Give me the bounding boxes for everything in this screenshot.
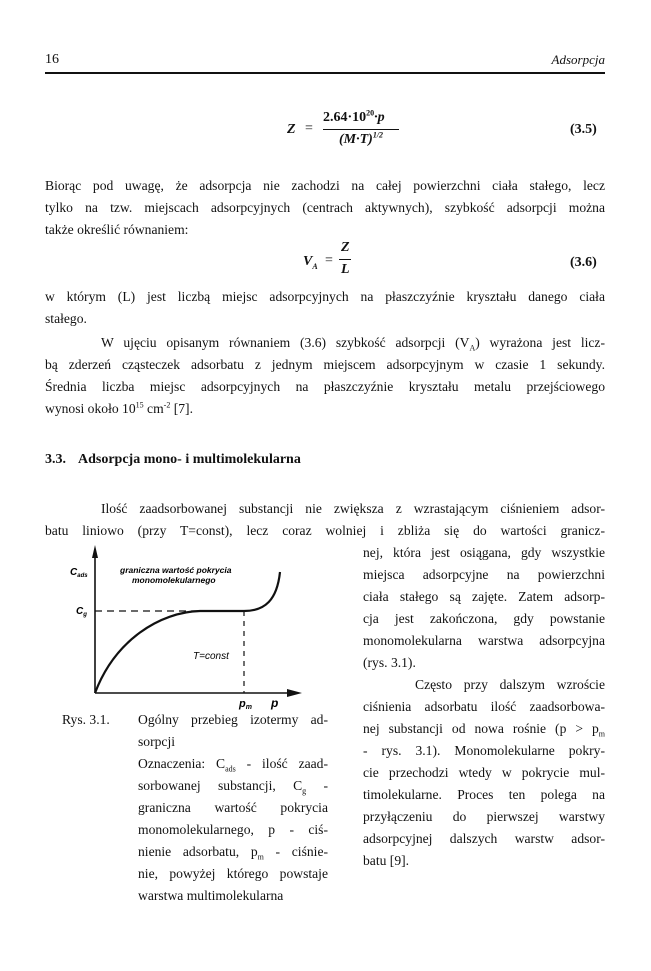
lhs-subscript: A <box>312 261 318 271</box>
lhs-base: V <box>303 254 313 269</box>
text-span: nienie adsorbatu, p <box>138 844 258 859</box>
caption-line: Ogólny przebieg izotermy ad- <box>138 712 328 727</box>
caption-line: warstwa multimolekularna <box>138 888 284 903</box>
para3-line: bą zderzeń cząsteczek adsorbatu z jednym miejscem adsorpcyjnym w czasie 1 sekundy. <box>45 357 605 372</box>
eq-lhs: Z <box>287 122 296 137</box>
caption-line: nie, powyżej którego powstaje <box>138 866 328 881</box>
text-span: - ciśnie- <box>263 844 329 859</box>
right-column-line: adsorpcyjnej dalszych warstw adsor- <box>363 831 605 846</box>
annotation-line: monomolekularnego <box>132 575 216 585</box>
right-column-line: ciśnienia adsorbatu ilość zaadsorbowa- <box>363 699 605 714</box>
right-column-line: przyłączeniu do pierwszej warstwy <box>363 809 605 824</box>
caption-line: graniczna wartość pokrycia <box>138 800 328 815</box>
numerator-tail: ·p <box>374 110 385 125</box>
para2-line: stałego. <box>45 311 87 326</box>
y-axis-label: $C_{ads}$ <box>70 567 88 579</box>
subscript: m <box>257 852 264 862</box>
cg-label: $C_g$ <box>76 606 87 618</box>
subscript: ads <box>225 764 236 774</box>
caption-line <box>138 778 328 794</box>
section-number: 3.3. <box>45 452 66 467</box>
text-span: nej substancji od nowa rośnie (p > p <box>363 721 599 736</box>
section-title: Adsorpcja mono- i multimolekularna <box>78 452 301 467</box>
subscript: g <box>302 786 307 796</box>
para1-line: Biorąc pod uwagę, że adsorpcja nie zachodzi na całej powierzchni ciała stałego, lecz <box>45 178 605 193</box>
x-axis-arrow-icon <box>287 689 302 697</box>
pm-label: pm <box>239 698 252 711</box>
subscript: m <box>598 729 605 739</box>
text-span: ) wyrażona jest licz- <box>475 335 605 350</box>
para2-line: w którym (L) jest liczbą miejsc adsorpcyjnych na płaszczyźnie kryształu danego ciała <box>45 289 605 304</box>
superscript: -2 <box>163 400 171 410</box>
numerator-exponent: 20 <box>366 108 375 118</box>
right-column-line: - rys. 3.1). Monomolekularne pokry- <box>363 743 605 758</box>
equation-number-3-5: (3.5) <box>570 122 597 137</box>
temperature-label: T=const <box>193 651 229 662</box>
x-axis-label: p <box>271 696 279 710</box>
text-span: Oznaczenia: C <box>138 756 226 771</box>
eq-numerator: Z <box>341 240 350 255</box>
subscript: A <box>469 343 476 353</box>
right-column-line: ciała stałego są zajęte. Zatem adsorp- <box>363 589 605 604</box>
right-column-line: miejsca adsorpcyjne na powierzchni <box>363 567 605 582</box>
right-column-line: (rys. 3.1). <box>363 655 416 670</box>
para4-line: batu liniowo (przy T=const), lecz coraz wolniej i zbliża się do wartości granicz- <box>45 523 605 538</box>
para1-line: także określić równaniem: <box>45 222 189 237</box>
caption-line: sorpcji <box>138 734 175 749</box>
text-span: [7]. <box>170 401 193 416</box>
right-column-line: cie przechodzi wtedy w pokrycie mul- <box>363 765 605 780</box>
para3-line: Średnia liczba miejsc adsorpcyjnych na płaszczyźnie kryształu metalu przejściowego <box>45 379 605 394</box>
caption-line: monomolekularnego, p - ciś- <box>138 822 328 837</box>
para1-line: tylko na tzw. miejscach adsorpcyjnych (centrach aktywnych), szybkość adsorpcji można <box>45 200 605 215</box>
text-span: - ilość zaad- <box>235 756 328 771</box>
annotation-line: graniczna wartość pokrycia <box>120 565 232 575</box>
caption-label: Rys. 3.1. <box>62 712 110 727</box>
right-column-line: Często przy dalszym wzroście <box>415 677 605 692</box>
text-span: cm <box>143 401 164 416</box>
y-axis-arrow-icon <box>92 545 98 558</box>
page-number: 16 <box>45 52 59 67</box>
right-column-line: timolekularne. Proces ten polega na <box>363 787 605 802</box>
para4-line: Ilość zaadsorbowanej substancji nie zwiększa z wzrastającym ciśnieniem adsor- <box>101 501 605 516</box>
equation-number-3-6: (3.6) <box>570 255 597 270</box>
caption-line <box>138 756 328 772</box>
text-span: W ujęciu opisanym równaniem (3.6) szybkość adsorpcji (V <box>101 335 470 350</box>
isotherm-curve <box>95 572 280 693</box>
right-column-line: batu [9]. <box>363 853 410 868</box>
denominator-base: (M·T) <box>339 132 373 147</box>
eq-equals: = <box>305 121 313 136</box>
numerator-base: 2.64·10 <box>323 110 367 125</box>
right-column-line: cja jest zakończona, gdy powstanie <box>363 611 605 626</box>
running-title: Adsorpcja <box>551 52 605 67</box>
eq-denominator: L <box>341 262 350 277</box>
denominator-exponent: 1/2 <box>372 130 384 140</box>
caption-line <box>138 844 328 860</box>
text-span: - <box>306 778 328 793</box>
right-column-line: nej, która jest osiągana, gdy wszystkie <box>363 545 605 560</box>
eq-equals: = <box>325 253 333 268</box>
right-column-line: monomolekularna warstwa adsorpcyjna <box>363 633 605 648</box>
text-span: wynosi około 10 <box>45 401 136 416</box>
text-span: sorbowanej substancji, C <box>138 778 303 793</box>
superscript: 15 <box>135 400 144 410</box>
